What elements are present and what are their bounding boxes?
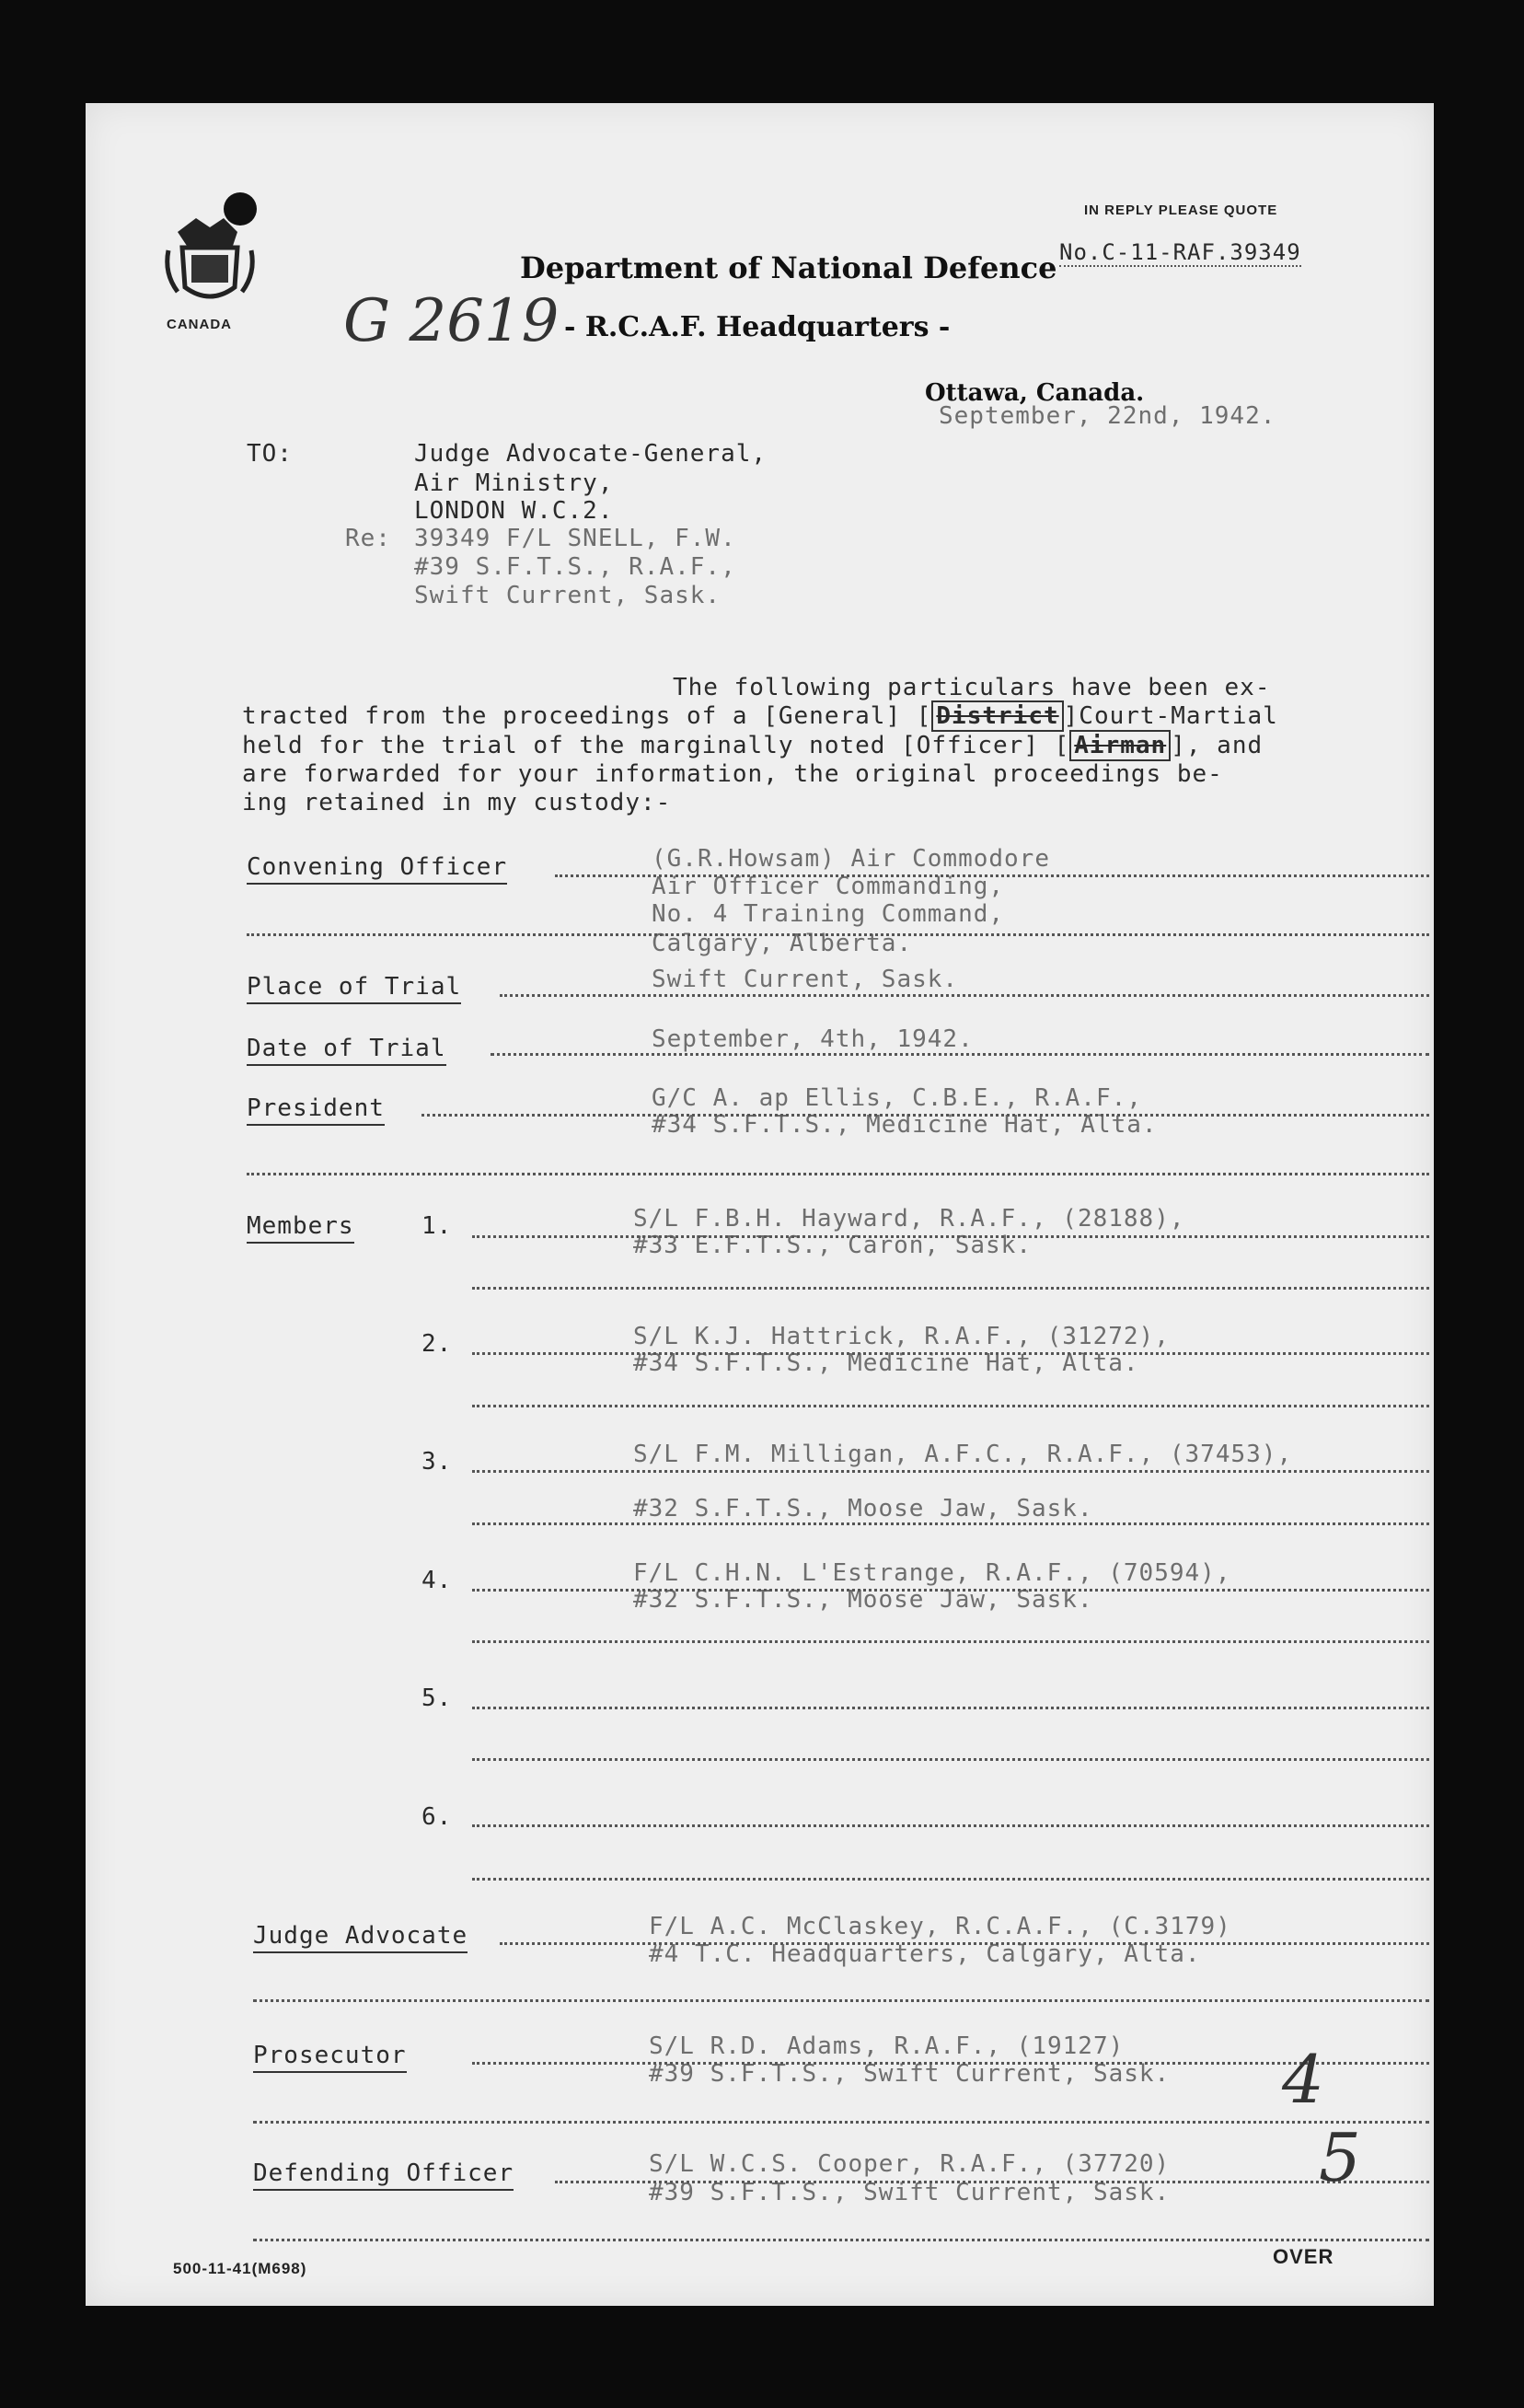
addressee-line-1: Judge Advocate-General, — [414, 440, 768, 468]
member-3-line-2: #32 S.F.T.S., Moose Jaw, Sask. — [633, 1495, 1093, 1522]
prosecutor-label: Prosecutor — [253, 2042, 407, 2073]
defending-officer-label: Defending Officer — [253, 2159, 514, 2191]
member-1-line-1: S/L F.B.H. Hayward, R.A.F., (28188), — [633, 1205, 1185, 1233]
convening-line-4: Calgary, Alberta. — [652, 930, 913, 957]
dotted-line — [555, 2181, 1429, 2183]
members-label: Members — [247, 1212, 354, 1244]
re-line-1: 39349 F/L SNELL, F.W. — [414, 525, 736, 552]
member-number-5: 5. — [421, 1684, 453, 1712]
body-line-4: are forwarded for your information, the original proceedings be- — [242, 760, 1223, 788]
dotted-line — [472, 1405, 1429, 1407]
headquarters-title: - R.C.A.F. Headquarters - — [564, 311, 951, 343]
dotted-line — [500, 1942, 1429, 1945]
member-number-2: 2. — [421, 1330, 453, 1358]
re-label: Re: — [345, 525, 391, 552]
re-line-3: Swift Current, Sask. — [414, 582, 722, 609]
place-of-trial-value: Swift Current, Sask. — [652, 966, 959, 993]
re-line-2: #39 S.F.T.S., R.A.F., — [414, 553, 736, 581]
member-number-3: 3. — [421, 1448, 453, 1476]
country-label: CANADA — [167, 317, 232, 332]
handwritten-reference: G 2619 — [343, 287, 560, 355]
struck-district: District — [931, 700, 1063, 732]
over-label: OVER — [1273, 2245, 1334, 2268]
addressee-line-3: LONDON W.C.2. — [414, 497, 614, 525]
prosecutor-line-2: #39 S.F.T.S., Swift Current, Sask. — [649, 2060, 1171, 2088]
department-title: Department of National Defence — [520, 250, 1057, 285]
handwritten-number-4: 4 — [1282, 2041, 1324, 2118]
member-number-6: 6. — [421, 1803, 453, 1831]
handwritten-number-5: 5 — [1319, 2119, 1361, 2196]
letter-date: September, 22nd, 1942. — [939, 402, 1276, 430]
body-line-2: tracted from the proceedings of a [General] [ District ]Court-Martial — [242, 702, 1278, 730]
dotted-line — [253, 1999, 1429, 2002]
judge-advocate-label: Judge Advocate — [253, 1922, 468, 1953]
president-line-2: #34 S.F.T.S., Medicine Hat, Alta. — [652, 1111, 1158, 1139]
dotted-line — [472, 1878, 1429, 1881]
defending-officer-line-2: #39 S.F.T.S., Swift Current, Sask. — [649, 2179, 1171, 2206]
dotted-line — [472, 1640, 1429, 1643]
dotted-line — [253, 2239, 1429, 2241]
dotted-line — [253, 2121, 1429, 2124]
dotted-line — [472, 1758, 1429, 1761]
place-heading: Ottawa, Canada. — [925, 379, 1145, 407]
president-line-1: G/C A. ap Ellis, C.B.E., R.A.F., — [652, 1084, 1142, 1112]
convening-line-3: No. 4 Training Command, — [652, 900, 1005, 928]
addressee-line-2: Air Ministry, — [414, 469, 614, 497]
convening-officer-label: Convening Officer — [247, 853, 507, 885]
dotted-line — [472, 1589, 1429, 1592]
reply-quote-label: IN REPLY PLEASE QUOTE — [1084, 203, 1278, 218]
dotted-line — [247, 933, 1429, 936]
dotted-line — [472, 1287, 1429, 1290]
member-4-line-2: #32 S.F.T.S., Moose Jaw, Sask. — [633, 1586, 1093, 1614]
member-4-line-1: F/L C.H.N. L'Estrange, R.A.F., (70594), — [633, 1559, 1231, 1587]
dotted-line — [421, 1114, 1429, 1117]
date-of-trial-value: September, 4th, 1942. — [652, 1025, 974, 1053]
to-label: TO: — [247, 440, 293, 468]
dotted-line — [472, 1522, 1429, 1525]
prosecutor-line-1: S/L R.D. Adams, R.A.F., (19127) — [649, 2032, 1125, 2060]
member-3-line-1: S/L F.M. Milligan, A.F.C., R.A.F., (37453), — [633, 1441, 1293, 1468]
judge-advocate-line-1: F/L A.C. McClaskey, R.C.A.F., (C.3179) — [649, 1913, 1231, 1940]
dotted-line — [491, 1053, 1429, 1056]
dotted-line — [247, 1173, 1429, 1175]
body-line-3: held for the trial of the marginally noted [Officer] [ Airman ], and — [242, 732, 1264, 759]
member-1-line-2: #33 E.F.T.S., Caron, Sask. — [633, 1232, 1032, 1259]
dotted-line — [472, 1707, 1429, 1709]
dotted-line — [472, 1235, 1429, 1238]
member-number-1: 1. — [421, 1212, 453, 1240]
judge-advocate-line-2: #4 T.C. Headquarters, Calgary, Alta. — [649, 1940, 1201, 1968]
member-2-line-2: #34 S.F.T.S., Medicine Hat, Alta. — [633, 1349, 1139, 1377]
member-number-4: 4. — [421, 1567, 453, 1594]
file-number: No.C-11-RAF.39349 — [1059, 239, 1301, 265]
dotted-line — [555, 874, 1429, 877]
convening-line-1: (G.R.Howsam) Air Commodore — [652, 845, 1050, 873]
dotted-line — [472, 1352, 1429, 1355]
place-of-trial-label: Place of Trial — [247, 973, 461, 1004]
struck-airman: Airman — [1069, 730, 1171, 761]
body-line-1: The following particulars have been ex- — [673, 674, 1271, 701]
dotted-line — [500, 994, 1429, 997]
document-page — [86, 103, 1434, 2306]
dotted-line — [472, 1824, 1429, 1827]
defending-officer-line-1: S/L W.C.S. Cooper, R.A.F., (37720) — [649, 2150, 1171, 2178]
body-line-5: ing retained in my custody:- — [242, 789, 672, 816]
dotted-line — [472, 1470, 1429, 1473]
form-number: 500-11-41(M698) — [173, 2260, 307, 2277]
convening-line-2: Air Officer Commanding, — [652, 873, 1005, 900]
date-of-trial-label: Date of Trial — [247, 1035, 446, 1066]
member-2-line-1: S/L K.J. Hattrick, R.A.F., (31272), — [633, 1323, 1170, 1350]
president-label: President — [247, 1094, 385, 1126]
canada-coat-of-arms-icon — [159, 191, 260, 310]
